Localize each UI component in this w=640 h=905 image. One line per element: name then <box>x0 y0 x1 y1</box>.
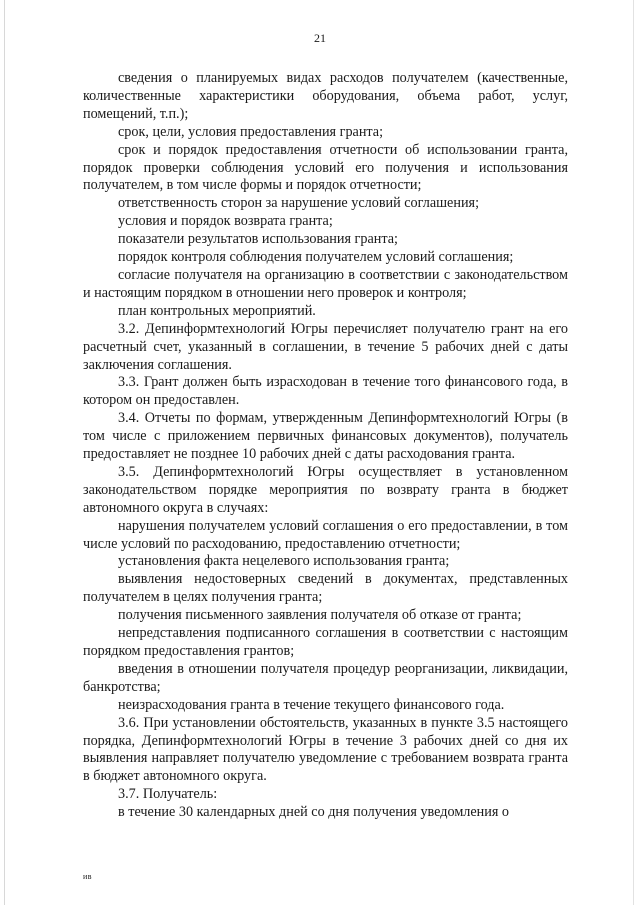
paragraph: в течение 30 календарных дней со дня получения уведомления о <box>118 804 510 821</box>
paragraph: ответственность сторон за нарушение условий соглашения; <box>118 195 480 212</box>
paragraph: 3.5. Депинформтехнологий Югры осуществляет в установленном законодательством порядке мероприятия по возврату гранта в бюджет автономного округа в случаях: <box>83 463 568 516</box>
paragraph: нарушения получателем условий соглашения о его предоставлении, в том числе условий по расходованию, предоставлению отчетности; <box>83 517 568 552</box>
paragraph: 3.7. Получатель: <box>118 786 218 803</box>
paragraph: непредставления подписанного соглашения в соответствии с настоящим порядком предоставления грантов; <box>83 625 568 659</box>
paragraph: условия и порядок возврата гранта; <box>118 213 333 230</box>
paragraph: 3.4. Отчеты по формам, утвержденным Депинформтехнологий Югры (в том числе с приложением первичных финансовых документов), получатель предоставляет не позднее 10 рабочих дней с даты расходования гранта. <box>83 410 568 463</box>
paragraph: согласие получателя на организацию в соответствии с законодательством и настоящим порядком в отношении него проверок и контроля; <box>83 266 568 301</box>
scan-edge-right <box>633 0 634 905</box>
scan-edge-left <box>4 0 5 905</box>
paragraph: введения в отношении получателя процедур реорганизации, ликвидации, банкротства; <box>83 660 568 695</box>
paragraph: установления факта нецелевого использования гранта; <box>118 553 450 570</box>
page-number: 21 <box>314 31 326 45</box>
paragraph: получения письменного заявления получателя об отказе от гранта; <box>118 607 522 624</box>
paragraph: неизрасходования гранта в течение текущего финансового года. <box>118 696 505 713</box>
paragraph: порядок контроля соблюдения получателем условий соглашения; <box>118 249 514 266</box>
paragraph: срок, цели, условия предоставления гранта; <box>118 123 384 140</box>
paragraph: 3.6. При установлении обстоятельств, указанных в пункте 3.5 настоящего порядка, Депинформтехнологий Югры в течение 3 рабочих дней со дня их выявления направляет получателю уведомление с требованием возврата гранта в бюджет автономного округа. <box>83 714 568 785</box>
paragraph: выявления недостоверных сведений в документах, представленных получателем в целях получения гранта; <box>83 571 568 606</box>
paragraph: показатели результатов использования гранта; <box>118 231 398 248</box>
paragraph: сведения о планируемых видах расходов получателем (качественные, количественные характеристики оборудования, объема работ, услуг, помещений, т.п.); <box>83 70 568 122</box>
paragraph: план контрольных мероприятий. <box>118 302 316 319</box>
paragraph: срок и порядок предоставления отчетности об использовании гранта, порядок проверки соблюдения условий его получения и использования получателем, в том числе формы и порядок отчетности; <box>83 141 568 194</box>
paragraph: 3.3. Грант должен быть израсходован в течение того финансового года, в котором он предоставлен. <box>83 374 568 409</box>
footer-mark: ив <box>83 872 93 881</box>
document-body <box>83 70 568 822</box>
paragraph: 3.2. Депинформтехнологий Югры перечисляет получателю грант на его расчетный счет, указанный в соглашении, в течение 5 рабочих дней с даты заключения соглашения. <box>83 320 568 373</box>
